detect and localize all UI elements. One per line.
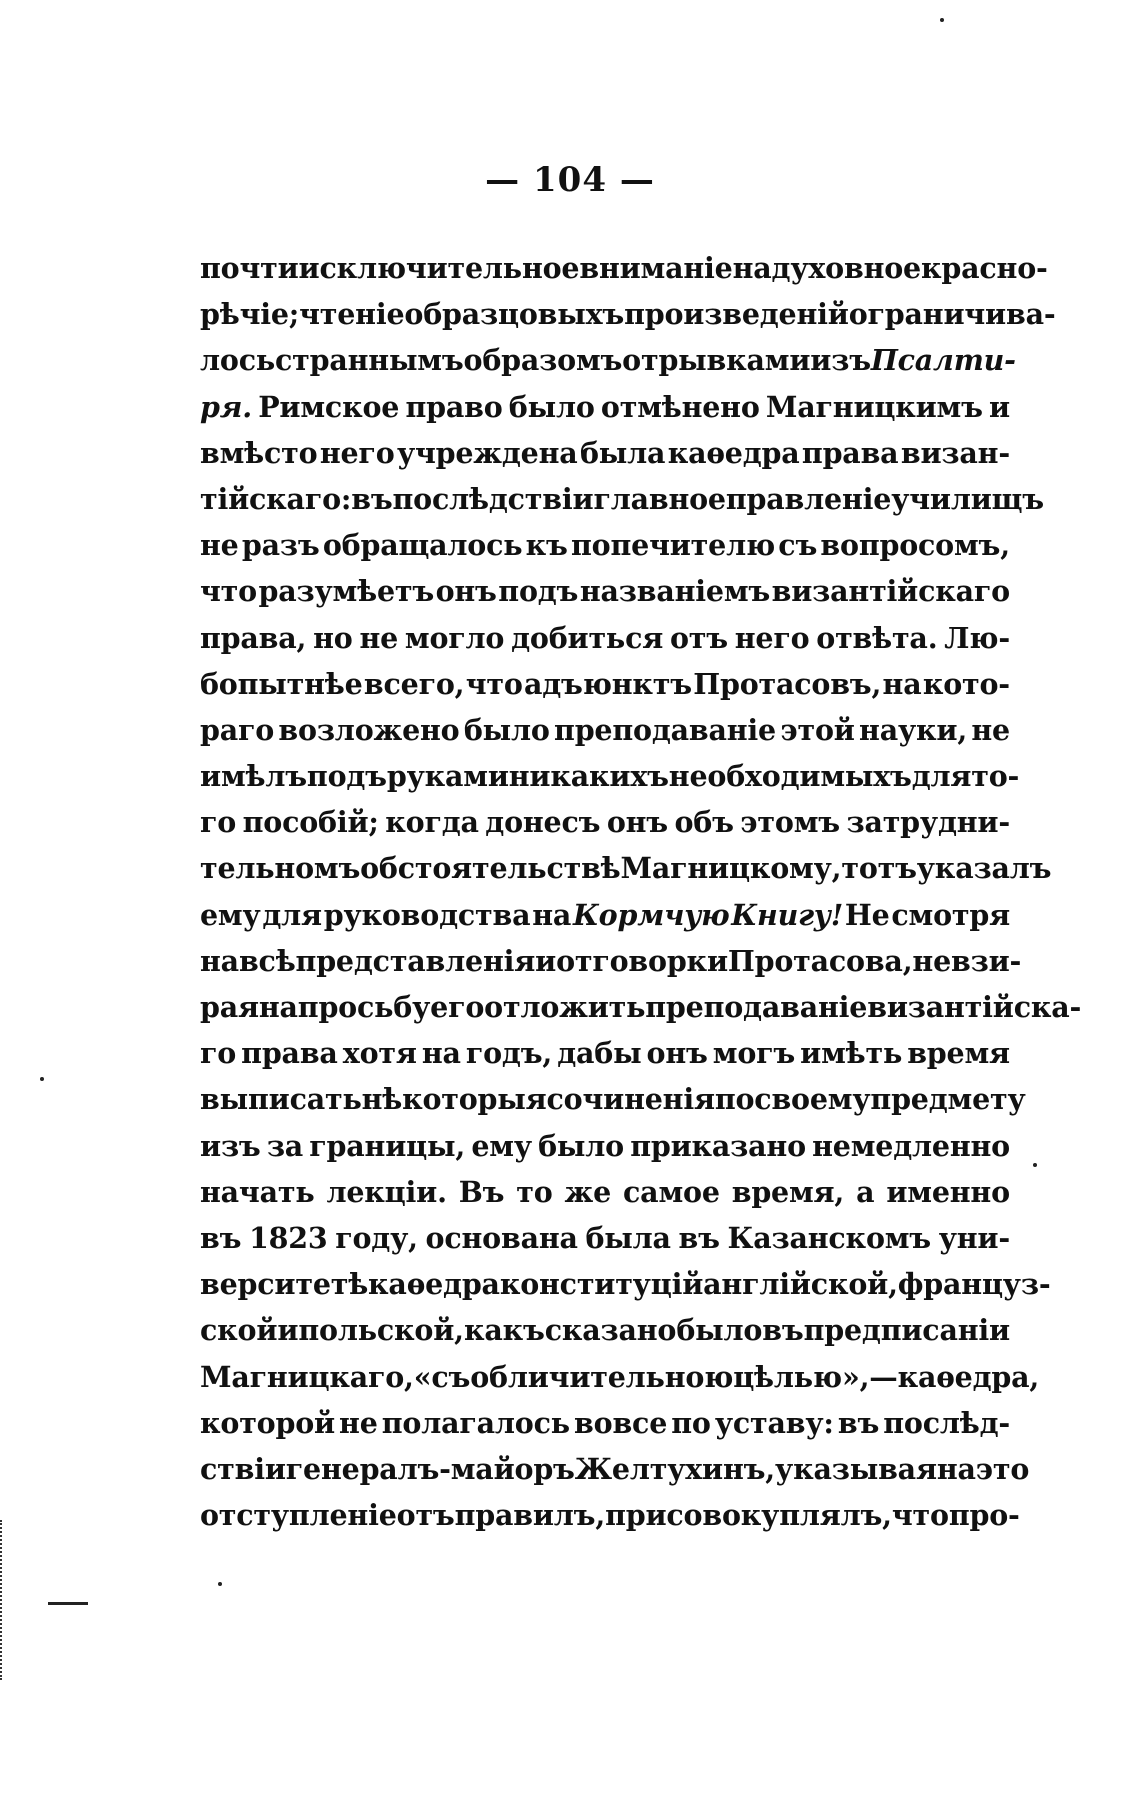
word: указалъ [916, 851, 1052, 886]
word: не [359, 620, 399, 655]
word: донесъ [485, 805, 601, 840]
word: руками [386, 759, 509, 794]
scan-speck [940, 18, 944, 22]
scan-speck [40, 1077, 44, 1081]
word: его [430, 990, 485, 1024]
word: на [258, 990, 298, 1024]
word: права, [200, 620, 307, 655]
word: Кормчую [572, 897, 730, 932]
word: была [579, 435, 666, 470]
text-line [200, 661, 1010, 707]
text-line [200, 337, 1016, 383]
word: не [971, 712, 1010, 747]
text-line [200, 707, 1010, 753]
word: лось [200, 343, 276, 378]
text-line [200, 938, 1022, 984]
word: Римское [258, 389, 400, 424]
word: какъ [463, 1313, 545, 1348]
word: то- [971, 759, 1020, 794]
word: къ [525, 528, 568, 563]
text-line [200, 1307, 1010, 1353]
word: въ [678, 1220, 720, 1255]
word: Желтухинъ, [574, 1451, 776, 1486]
word: нѣкоторыя [361, 1082, 547, 1117]
text-line [200, 476, 1044, 522]
word: необходимыхъ [668, 759, 912, 794]
word: отмѣнено [600, 389, 760, 424]
word: то [516, 1174, 553, 1209]
scan-speck [1033, 1163, 1037, 1167]
word: византійскаго [771, 574, 1010, 609]
word: могло [404, 620, 505, 655]
word: время [907, 1036, 1010, 1071]
word: «съ [413, 1359, 471, 1394]
word: тійскаго: [200, 481, 352, 516]
word: имѣть [800, 1036, 903, 1071]
word: отложить [484, 990, 646, 1024]
word: го [200, 1036, 237, 1071]
word: что [200, 574, 257, 609]
word: что [891, 1498, 949, 1533]
word: границы, [309, 1128, 466, 1163]
word: за [266, 1128, 304, 1163]
scan-speck [218, 1582, 222, 1586]
word: было [463, 712, 550, 747]
text-line [200, 892, 1010, 938]
word: подъ [498, 574, 579, 609]
word: на [936, 1451, 976, 1486]
word: по [671, 1405, 711, 1440]
word: время, [731, 1174, 845, 1209]
word: правилъ, [454, 1498, 606, 1533]
word: онъ [606, 805, 668, 840]
text-line [200, 568, 1010, 614]
word: же [564, 1174, 612, 1209]
word: каѳедра [368, 1267, 500, 1302]
word: что [465, 666, 523, 701]
word: въ [200, 1220, 242, 1255]
word: просьбу [297, 990, 431, 1024]
word: тельномъ [200, 851, 361, 886]
word: главное [593, 481, 726, 516]
word: Протасовъ, [693, 666, 882, 701]
word: начать [200, 1174, 315, 1209]
word: но [313, 620, 353, 655]
word: византійска- [867, 990, 1082, 1024]
word: не [200, 528, 239, 563]
word: уставу: [714, 1405, 834, 1440]
word: году, [335, 1220, 418, 1255]
word: которой [200, 1405, 335, 1440]
text-line [200, 845, 1052, 891]
word: англійской, [703, 1267, 898, 1302]
word: чтеніе [299, 297, 405, 332]
word: 1823 [248, 1220, 328, 1255]
word: на [421, 1036, 461, 1071]
word: отступленіе [200, 1498, 397, 1533]
word: для [262, 897, 322, 932]
word: страннымъ [275, 343, 464, 378]
word: самое [623, 1174, 720, 1209]
word: сочиненія [546, 1082, 715, 1117]
word: отъ [669, 620, 728, 655]
word: по [714, 1082, 755, 1117]
word: на [882, 666, 922, 701]
text-line [200, 1261, 1051, 1307]
word: для [911, 759, 972, 794]
word: когда [385, 805, 479, 840]
word: вопросомъ, [820, 528, 1010, 563]
word: тотъ [841, 851, 917, 886]
word: рая [200, 990, 259, 1024]
word: послѣд- [883, 1405, 1010, 1440]
word: Протасова, [727, 943, 913, 978]
text-line [200, 1215, 1010, 1261]
word: обращалось [322, 528, 523, 563]
word: отвѣта. [816, 620, 938, 655]
word: никакихъ [508, 759, 669, 794]
word: адъюнктъ [524, 666, 692, 701]
word: полагалось [381, 1405, 570, 1440]
scan-edge-mark [0, 1520, 5, 1680]
word: образцовыхъ [404, 297, 625, 332]
word: верситетѣ [200, 1267, 369, 1302]
word: на [532, 897, 572, 932]
word: разумѣетъ [258, 574, 434, 609]
word: польской, [298, 1313, 464, 1348]
page-number: — 104 — [485, 160, 655, 200]
word: этой [780, 712, 855, 747]
word: онъ [646, 1036, 708, 1071]
word: хотя [342, 1036, 417, 1071]
word: присовокуплялъ, [605, 1498, 892, 1533]
text-line [200, 753, 1020, 799]
word: онъ [435, 574, 497, 609]
word: лекціи. [326, 1174, 447, 1209]
word: учреждена [396, 435, 578, 470]
word: вниманіе [579, 251, 733, 285]
word: была [585, 1220, 671, 1255]
word: Лю- [944, 620, 1010, 655]
word: уни- [938, 1220, 1010, 1255]
word: всѣ [238, 943, 296, 978]
word: не [912, 943, 952, 978]
word: бопытнѣе [200, 666, 363, 701]
word: красно- [921, 251, 1048, 285]
word: возложено [278, 712, 460, 747]
word: въ [351, 481, 393, 516]
word: и [989, 389, 1010, 424]
text-line [200, 1400, 1010, 1446]
word: всего, [363, 666, 465, 701]
text-line [200, 1354, 1040, 1400]
scan-dash-mark [48, 1602, 88, 1605]
word: затрудни- [846, 805, 1010, 840]
text-line [200, 615, 1010, 661]
word: взи- [951, 943, 1022, 978]
word: немедленно [812, 1128, 1010, 1163]
word: го [200, 805, 237, 840]
word: названіемъ [579, 574, 771, 609]
word: ему [200, 897, 261, 932]
text-line [200, 1076, 1026, 1122]
word: ему [471, 1128, 532, 1163]
text-line [200, 384, 1010, 430]
word: образомъ [463, 343, 623, 378]
word: въ [837, 1405, 880, 1440]
text-line [200, 522, 1010, 568]
text-line [200, 1123, 1010, 1169]
word: было [538, 1128, 624, 1163]
word: имѣлъ [200, 759, 307, 794]
word: было [508, 389, 595, 424]
word: добиться [511, 620, 664, 655]
word: отъ [396, 1498, 455, 1533]
word: разъ [241, 528, 320, 563]
word: въ [762, 1313, 804, 1348]
word: ря. [200, 389, 252, 424]
word: Въ [458, 1174, 505, 1209]
word: могъ [712, 1036, 796, 1071]
text-line [200, 245, 1048, 291]
word: сказано [544, 1313, 677, 1348]
word: Книгу! [731, 897, 844, 932]
word: француз- [897, 1267, 1051, 1302]
word: отговорки [556, 943, 728, 978]
word: ской [200, 1313, 278, 1348]
text-line [200, 1492, 1020, 1538]
text-line [200, 799, 1010, 845]
word: Магницкому, [620, 851, 842, 886]
word: послѣдствіи [392, 481, 594, 516]
word: преподаваніе [645, 990, 868, 1024]
word: про- [948, 1498, 1020, 1533]
word: было [676, 1313, 763, 1348]
word: пособій; [242, 805, 379, 840]
word: основана [425, 1220, 578, 1255]
word: подъ [306, 759, 387, 794]
word: каѳедра [667, 435, 800, 470]
word: этомъ [740, 805, 840, 840]
word: вмѣсто [200, 435, 318, 470]
word: смотря [891, 897, 1010, 932]
word: ствіи [200, 1451, 286, 1486]
word: право [405, 389, 503, 424]
word: руководства [323, 897, 531, 932]
text-line [200, 430, 1010, 476]
word: объ [674, 805, 734, 840]
word: и [535, 943, 557, 978]
word: цѣлью»,—каѳедра, [733, 1359, 1040, 1394]
word: приказано [630, 1128, 806, 1163]
word: Магницкимъ [765, 389, 983, 424]
word: на [200, 943, 239, 978]
word: почти [200, 251, 299, 285]
word: ограничива- [848, 297, 1056, 332]
word: него [734, 620, 810, 655]
word: это [975, 1451, 1030, 1486]
word: своему [754, 1082, 871, 1117]
word: визан- [900, 435, 1010, 470]
text-line [200, 291, 1056, 337]
word: духовное [771, 251, 921, 285]
word: выписать [200, 1082, 362, 1117]
word: именно [886, 1174, 1010, 1209]
word: изъ [810, 343, 871, 378]
word: на [732, 251, 772, 285]
word: исключительное [298, 251, 580, 285]
word: представленія [295, 943, 536, 978]
word: Магницкаго, [200, 1359, 414, 1394]
text-line [200, 1169, 1010, 1215]
word: науки, [859, 712, 968, 747]
word: училищъ [891, 481, 1044, 516]
word: обстоятельствѣ [360, 851, 621, 886]
word: предписаніи [803, 1313, 1010, 1348]
text-body [200, 245, 1082, 1538]
word: изъ [200, 1128, 261, 1163]
text-line [200, 1030, 1010, 1076]
word: Казанскомъ [727, 1220, 931, 1255]
word: конституцій [499, 1267, 704, 1302]
word: права [801, 435, 899, 470]
word: и [277, 1313, 299, 1348]
word: рѣчіе; [200, 297, 300, 332]
word: дабы [557, 1036, 642, 1071]
word: раго [200, 712, 275, 747]
word: предмету [870, 1082, 1026, 1117]
word: попечителю [571, 528, 775, 563]
word: Псалти- [870, 343, 1016, 378]
word: не [339, 1405, 378, 1440]
word: произведеній [624, 297, 849, 332]
word: отрывками [622, 343, 811, 378]
word: правленіе [725, 481, 892, 516]
word: вовсе [574, 1405, 668, 1440]
word: съ [778, 528, 818, 563]
text-line [200, 984, 1082, 1030]
word: годъ, [465, 1036, 553, 1071]
word: обличительною [470, 1359, 734, 1394]
word: него [319, 435, 395, 470]
word: а [856, 1174, 875, 1209]
word: кото- [922, 666, 1010, 701]
word: преподаваніе [554, 712, 776, 747]
word: Не [844, 897, 890, 932]
word: указывая [775, 1451, 937, 1486]
text-line [200, 1446, 1030, 1492]
word: права [241, 1036, 338, 1071]
word: генералъ-майоръ [285, 1451, 575, 1486]
